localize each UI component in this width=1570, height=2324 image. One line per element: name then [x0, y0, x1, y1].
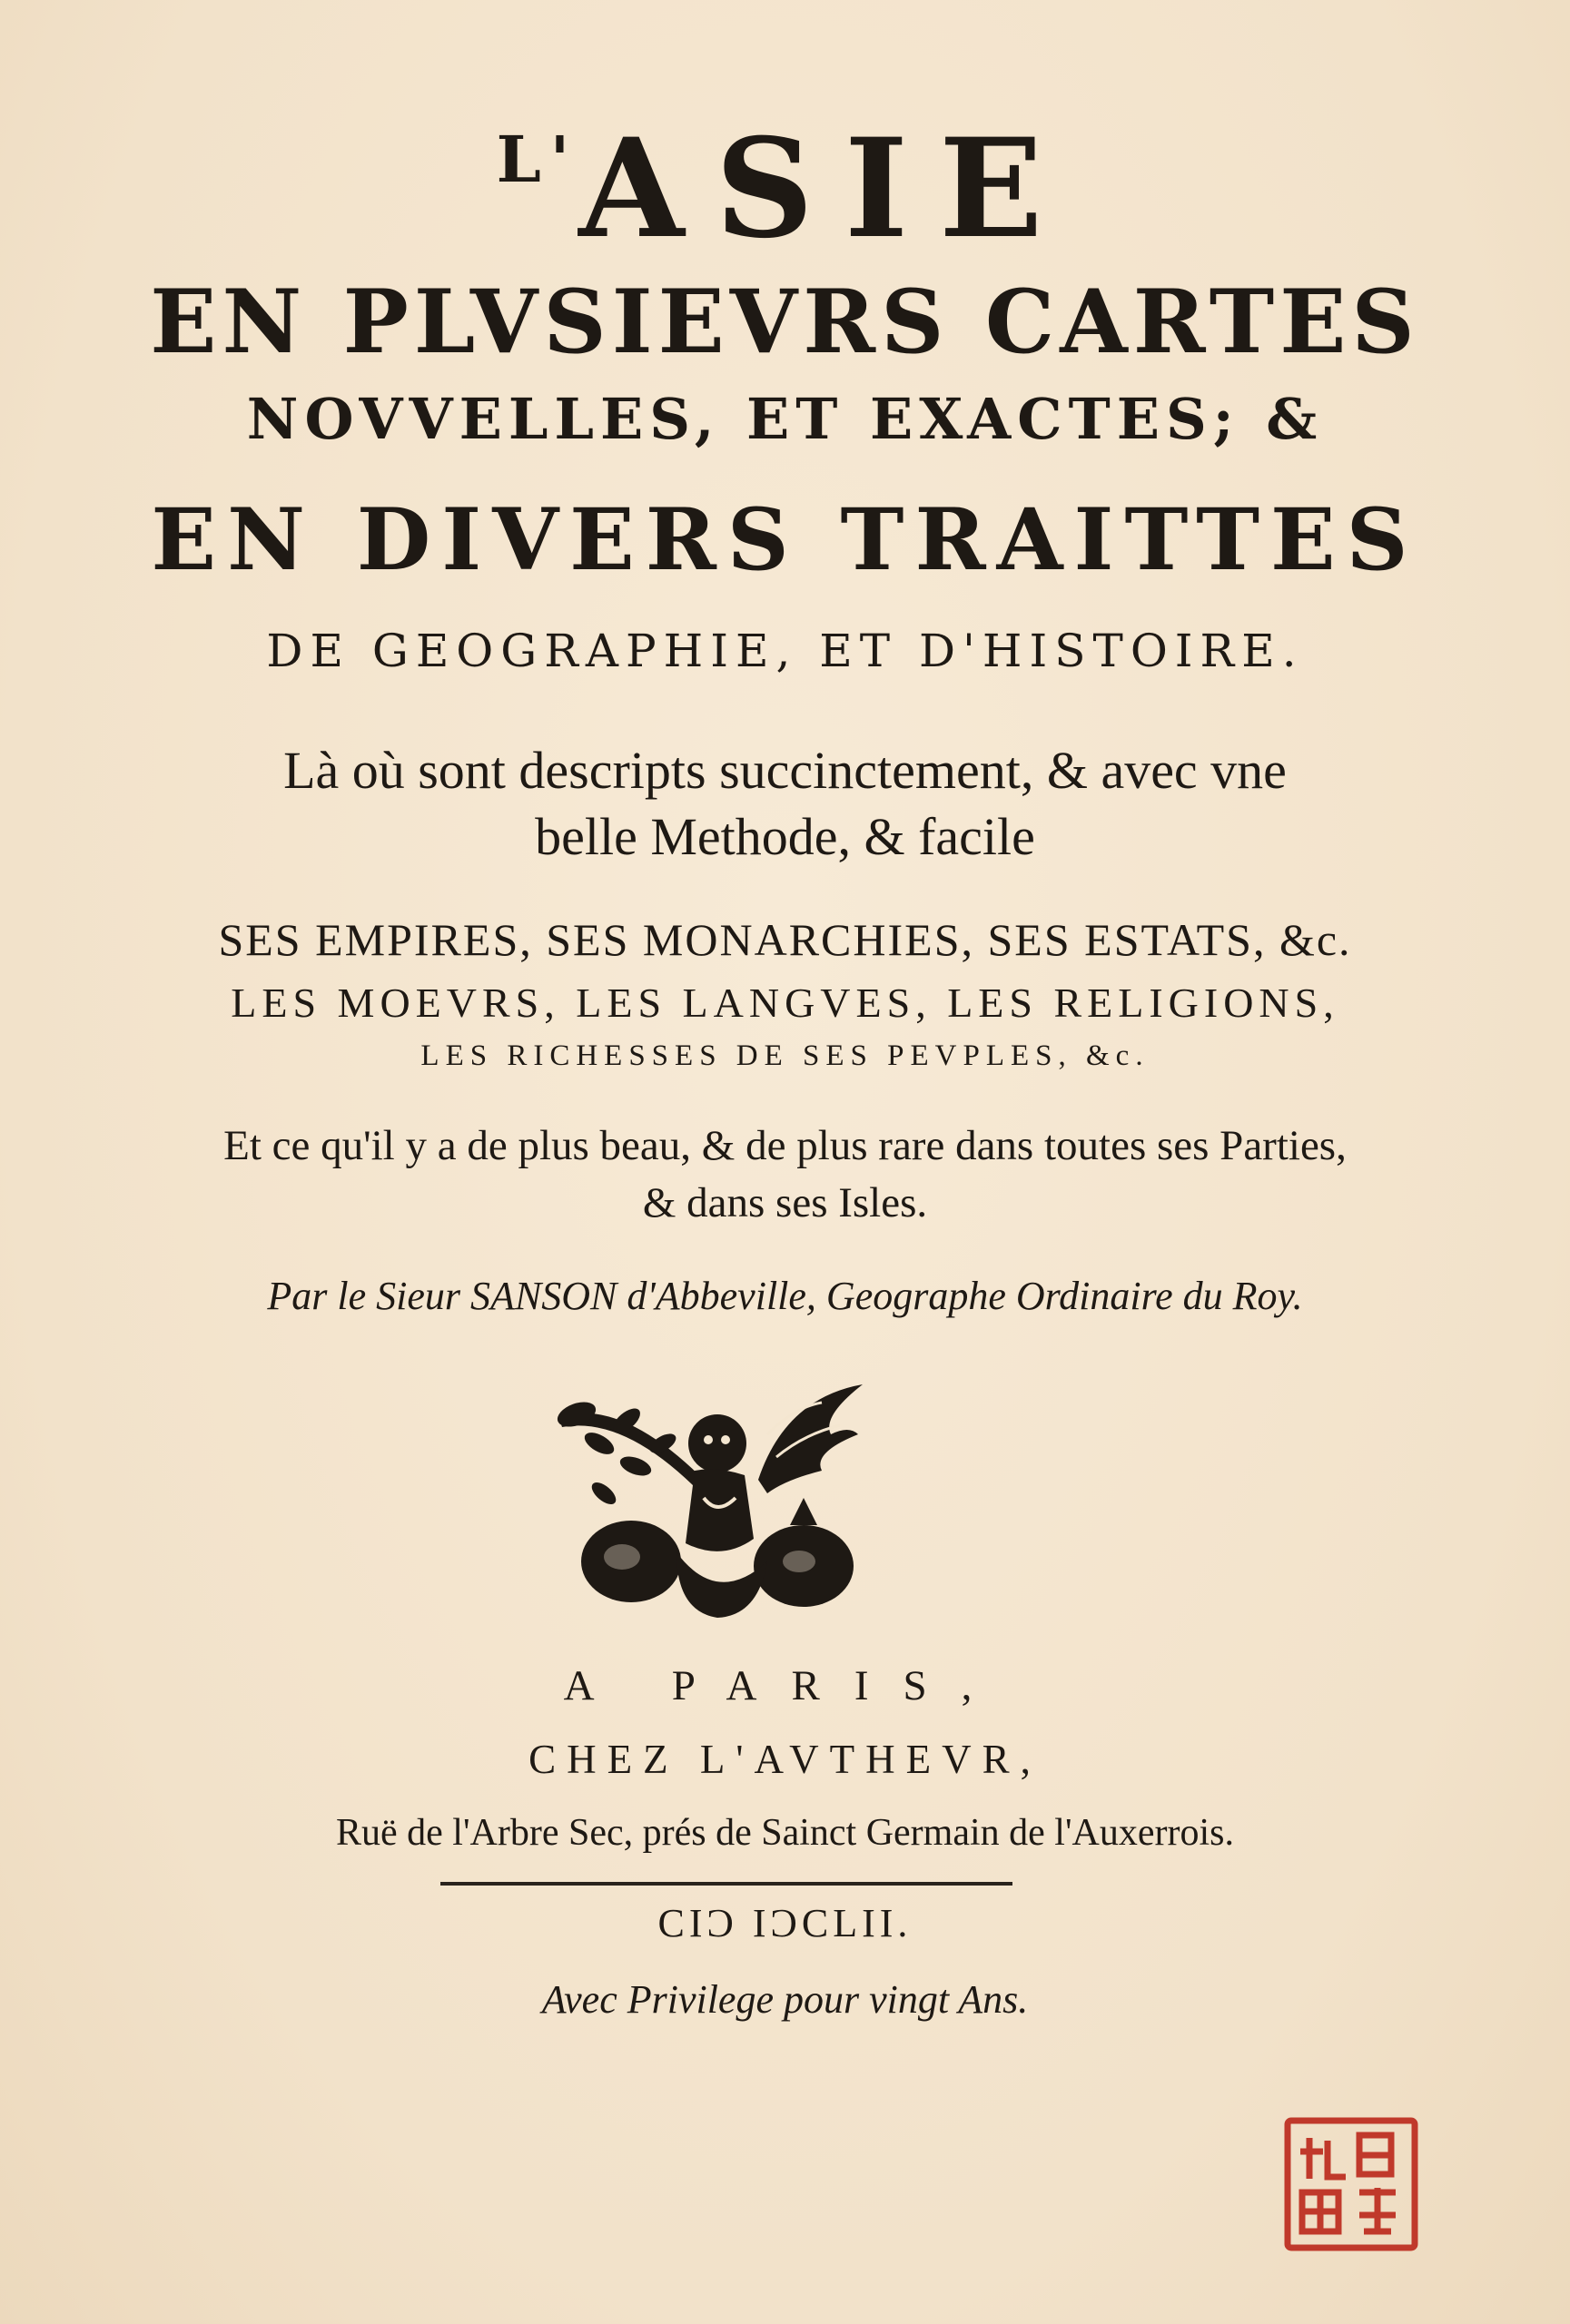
imprint-publisher: CHEZ L'AVTHEVR,	[528, 1737, 1042, 1782]
contents-line-2: LES MOEVRS, LES LANGVES, LES RELIGIONS,	[231, 980, 1339, 1026]
imprint-year: CIϽ IϽCLII.	[657, 1901, 913, 1945]
title-main: ASIE	[578, 109, 1074, 269]
subtitle-line-4: DE GEOGRAPHIE, ET D'HISTOIRE.	[266, 625, 1304, 677]
extra-line-2: & dans ses Isles.	[642, 1179, 928, 1226]
author-line: Par le Sieur SANSON d'Abbeville, Geographe Ordinaire du Roy.	[267, 1274, 1303, 1318]
privilege-line: Avec Privilege pour vingt Ans.	[541, 1977, 1029, 2022]
imprint-address: Ruë de l'Arbre Sec, prés de Sainct Germain de l'Auxerrois.	[336, 1812, 1234, 1854]
cherub-ornament-icon	[549, 1380, 885, 1625]
subtitle-line-2: NOVVELLES, ET EXACTES; &	[246, 386, 1324, 452]
description-line-2: belle Methode, & facile	[535, 807, 1035, 866]
book-title	[0, 109, 1570, 269]
description-line-1: Là où sont descripts succinctement, & avec vne	[283, 741, 1287, 800]
subtitle-line-3: EN DIVERS TRAITTES	[151, 490, 1419, 590]
extra-line-1: Et ce qu'il y a de plus beau, & de plus rare dans toutes ses Parties,	[223, 1122, 1347, 1169]
title-article: L'	[496, 122, 579, 197]
red-seal-stamp-icon	[1282, 2115, 1420, 2253]
subtitle-line-1: EN PLVSIEVRS CARTES	[150, 271, 1420, 373]
contents-line-1: SES EMPIRES, SES MONARCHIES, SES ESTATS, &c.	[218, 914, 1352, 965]
divider-rule	[440, 1882, 1012, 1886]
imprint-city: A PARIS,	[563, 1662, 1007, 1709]
contents-line-3: LES RICHESSES DE SES PEVPLES, &c.	[420, 1039, 1150, 1072]
